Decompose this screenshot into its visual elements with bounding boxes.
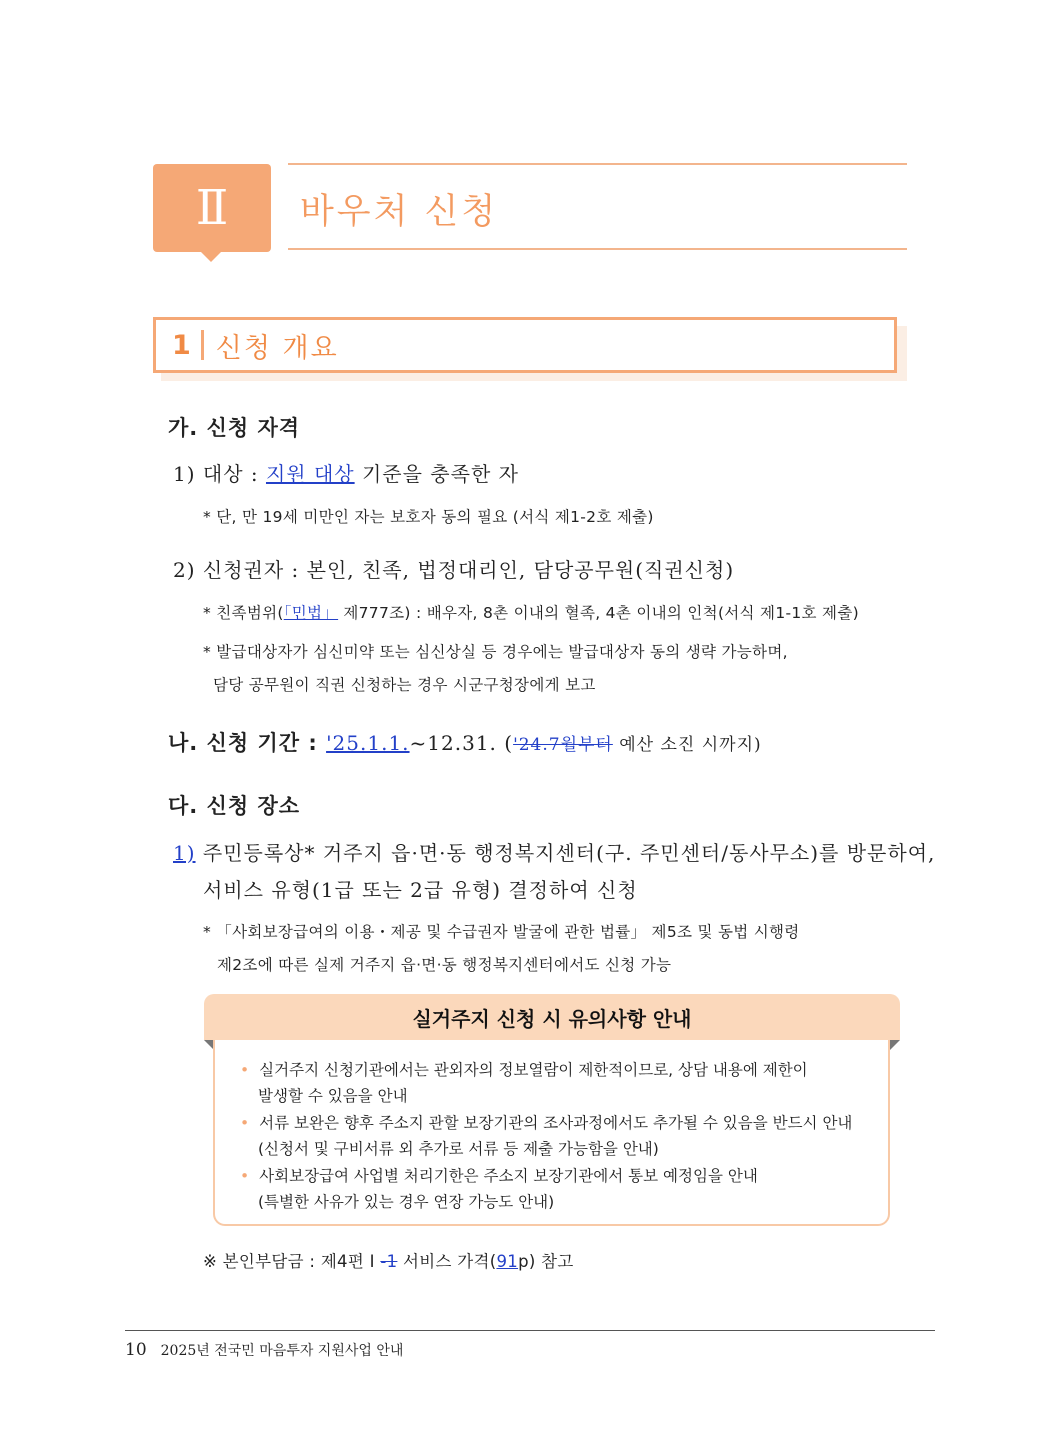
notice-item-2-line2: (신청서 및 구비서류 외 추가로 서류 등 제출 가능함을 안내)	[258, 1140, 659, 1158]
period-end: ~12.31. (	[409, 731, 514, 755]
support-target-link[interactable]: 지원 대상	[265, 462, 355, 486]
notice-item-1-line1	[240, 1058, 808, 1080]
footer-title: 2025년 전국민 마음투자 지원사업 안내	[160, 1343, 404, 1359]
note-law-line1: * 「사회보장급여의 이용・제공 및 수급권자 발굴에 관한 법률」 제5조 및 동법 시행령	[203, 923, 800, 941]
section-number: 1	[172, 329, 191, 361]
note-relative-range	[203, 601, 859, 623]
chapter-number-box	[153, 164, 271, 252]
notice-fold-right	[890, 1040, 900, 1050]
notice-item-2-line1	[240, 1111, 852, 1133]
period-old-start: '24.7월부터	[513, 735, 613, 755]
page-number: 10	[125, 1340, 147, 1360]
reference-text: ※ 본인부담금 : 제4편 Ⅰ	[203, 1252, 381, 1271]
note-consent-waiver-line2: 담당 공무원이 직권 신청하는 경우 시군구청장에게 보고	[213, 676, 596, 694]
footer-rule	[125, 1330, 935, 1331]
notice-item-text: 사회보장급여 사업별 처리기한은 주소지 보장기관에서 통보 예정임을 안내	[259, 1167, 758, 1185]
period-start-link[interactable]: '25.1.1.	[326, 731, 410, 755]
bullet-icon: •	[240, 1061, 250, 1079]
notice-item-text: 서류 보완은 향후 주소지 관할 보장기관의 조사과정에서도 추가될 수 있음을 반드시 안내	[259, 1114, 853, 1132]
notice-title: 실거주지 신청 시 유의사항 안내	[412, 1006, 692, 1031]
chapter-top-rule	[288, 163, 907, 165]
note-age-consent: * 단, 만 19세 미만인 자는 보호자 동의 필요 (서식 제1-2호 제출)	[203, 508, 654, 526]
reference-text: p) 참고	[518, 1252, 574, 1271]
chapter-bottom-rule	[288, 248, 907, 250]
heading-eligibility: 가. 신청 자격	[168, 416, 301, 440]
location-text: 주민등록상* 거주지 읍·면·동 행정복지센터(구. 주민센터/동사무소)를 방문하여,	[195, 841, 936, 865]
civil-law-link[interactable]: 「민법」	[283, 604, 339, 622]
eligibility-item-applicant: 2) 신청권자 : 본인, 친족, 법정대리인, 담당공무원(직권신청)	[173, 558, 735, 582]
notice-item-3-line2: (특별한 사유가 있는 경우 연장 가능도 안내)	[258, 1193, 555, 1211]
note-text: * 친족범위(	[203, 604, 284, 622]
reference-text: 서비스 가격(	[397, 1252, 497, 1271]
location-item-line2: 서비스 유형(1급 또는 2급 유형) 결정하여 신청	[203, 878, 638, 902]
note-text: 제777조) : 배우자, 8촌 이내의 혈족, 4촌 이내의 인척(서식 제1-1호 제출)	[338, 604, 859, 622]
section-title: 신청 개요	[215, 332, 339, 364]
chapter-box-pointer	[200, 251, 222, 262]
period-label: 나. 신청 기간 :	[168, 731, 327, 755]
notice-item-text: 실거주지 신청기관에서는 관외자의 정보열람이 제한적이므로, 상담 내용에 제한이	[259, 1061, 808, 1079]
bullet-icon: •	[240, 1167, 250, 1185]
reference-strike: -1	[380, 1252, 398, 1271]
notice-box-title	[204, 994, 900, 1040]
section-header	[153, 317, 897, 373]
note-law-line2: 제2조에 따른 실제 거주지 읍·면·동 행정복지센터에서도 신청 가능	[217, 956, 672, 974]
item-text: 기준을 충족한 자	[354, 462, 519, 486]
footer	[125, 1340, 403, 1360]
chapter-number: Ⅱ	[195, 180, 229, 236]
notice-item-1-line2: 발생할 수 있음을 안내	[258, 1087, 408, 1105]
item-text: 1) 대상 :	[173, 462, 266, 486]
heading-period	[168, 727, 762, 757]
location-item-line1	[173, 837, 935, 866]
location-item-number-link[interactable]: 1)	[173, 841, 196, 865]
notice-item-3-line1	[240, 1164, 758, 1186]
page-91-link[interactable]: 91	[496, 1252, 519, 1271]
eligibility-item-target	[173, 458, 519, 487]
reference-copay	[203, 1248, 574, 1272]
note-consent-waiver-line1: * 발급대상자가 심신미약 또는 심신상실 등 경우에는 발급대상자 동의 생략 가능하며,	[203, 643, 788, 661]
chapter-title: 바우처 신청	[300, 192, 499, 232]
period-tail: 예산 소진 시까지)	[612, 735, 762, 755]
section-divider	[201, 330, 204, 360]
heading-location: 다. 신청 장소	[168, 794, 301, 818]
bullet-icon: •	[240, 1114, 250, 1132]
